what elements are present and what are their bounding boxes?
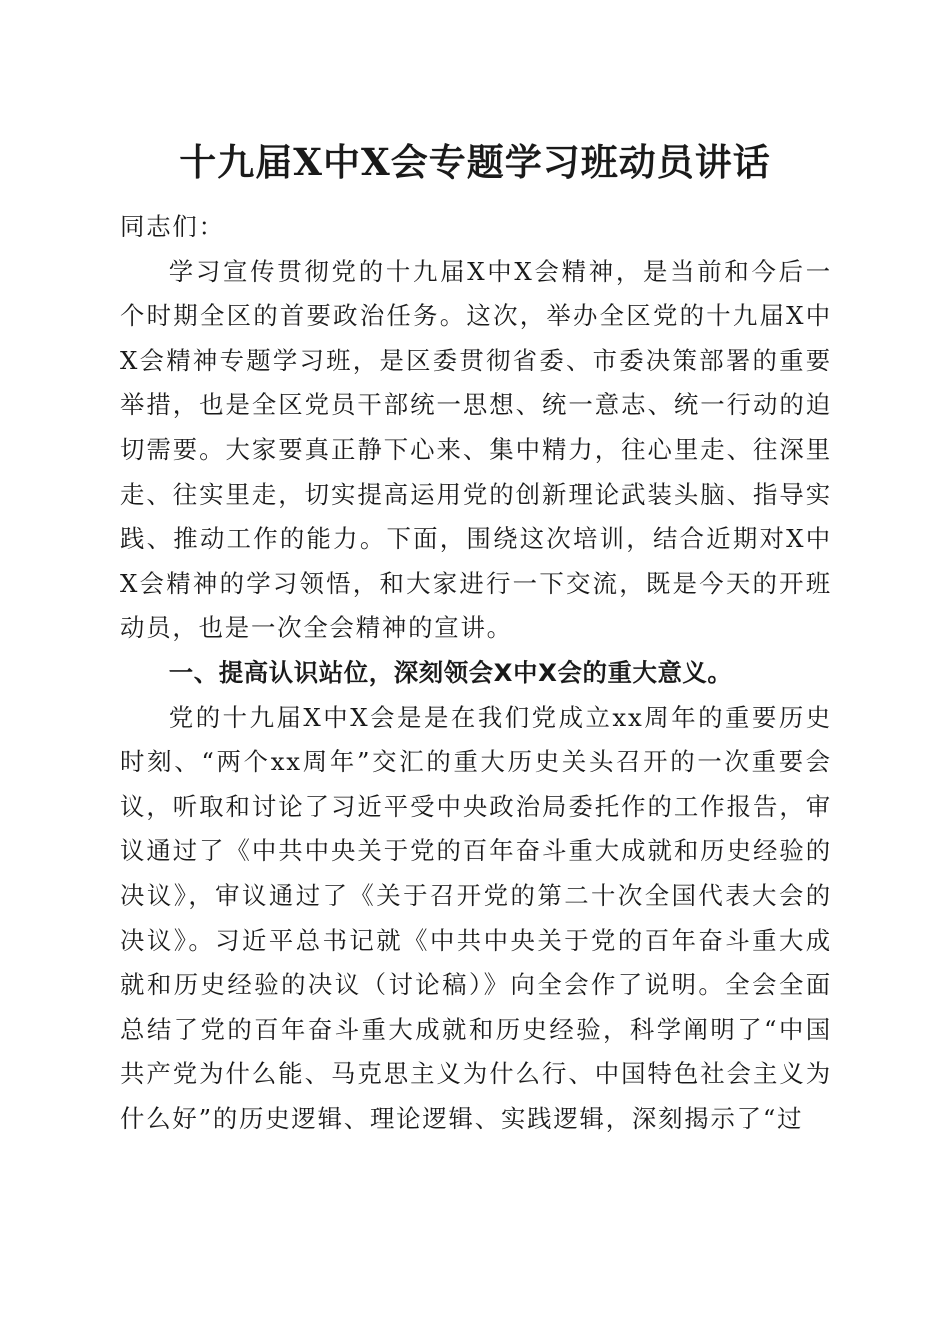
paragraph-intro: 学习宣传贯彻党的十九届X中X会精神，是当前和今后一个时期全区的首要政治任务。这次，举办全区党的十九届X中X会精神专题学习班，是区委贯彻省委、市委决策部署的重要举措，也是全区党员干部统一思想、统一意志、统一行动的迫切需要。大家要真正静下心来、集中精力，往心里走、往深里走、往实里走，切实提高运用党的创新理论武装头脑、指导实践、推动工作的能力。下面，围绕这次培训，结合近期对X中X会精神的学习领悟，和大家进行一下交流，既是今天的开班动员，也是一次全会精神的宣讲。 xyxy=(120,256,832,643)
document-title: 十九届X中X会专题学习班动员讲话 xyxy=(179,140,771,184)
salutation: 同志们： xyxy=(120,212,225,241)
document-body xyxy=(120,205,832,1141)
paragraph-section-1: 党的十九届X中X会是是在我们党成立xx周年的重要历史时刻、“两个xx周年”交汇的重大历史关头召开的一次重要会议，听取和讨论了习近平受中央政治局委托作的工作报告，审议通过了《中共中央关于党的百年奋斗重大成就和历史经验的决议》，审议通过了《关于召开党的第二十次全国代表大会的决议》。习近平总书记就《中共中央关于党的百年奋斗重大成就和历史经验的决议（讨论稿）》向全会作了说明。全会全面总结了党的百年奋斗重大成就和历史经验，科学阐明了“中国共产党为什么能、马克思主义为什么行、中国特色社会主义为什么好”的历史逻辑、理论逻辑、实践逻辑，深刻揭示了“过 xyxy=(120,702,832,1133)
section-heading-1: 一、提高认识站位，深刻领会X中X会的重大意义。 xyxy=(168,657,733,687)
